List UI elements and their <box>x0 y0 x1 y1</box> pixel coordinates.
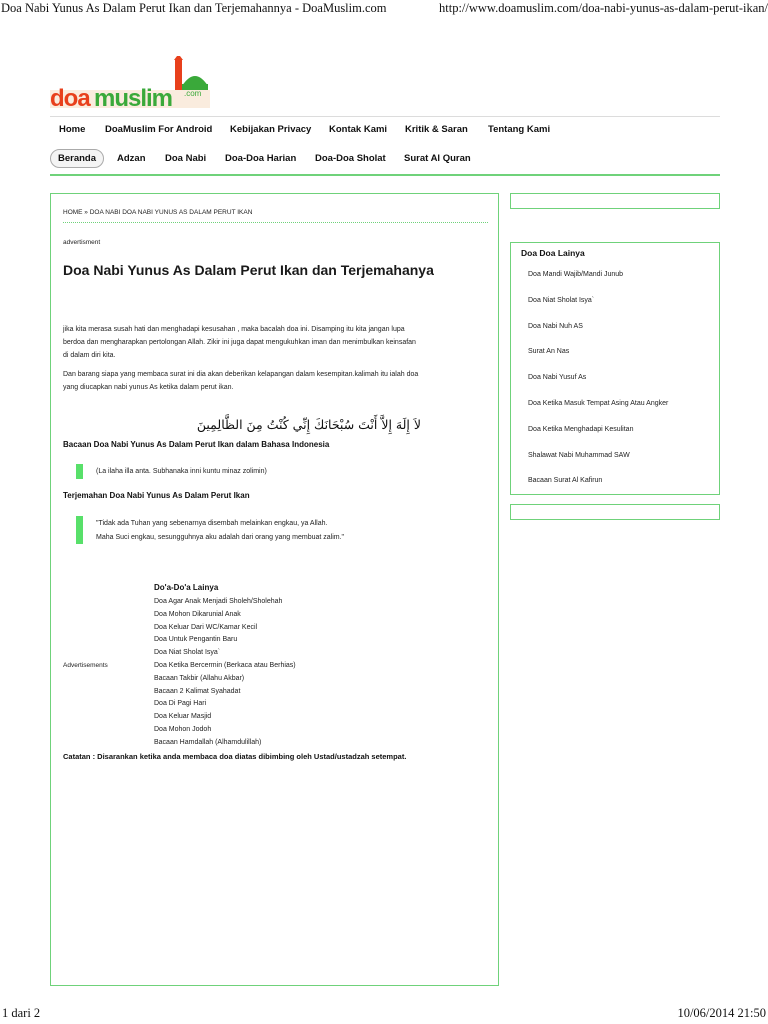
print-header <box>0 0 768 18</box>
related-link[interactable]: Doa Keluar Dari WC/Kamar Kecil <box>154 623 258 631</box>
site-logo[interactable] <box>50 56 212 110</box>
related-link[interactable]: Doa Untuk Pengantin Baru <box>154 636 238 644</box>
nav-beranda[interactable]: Beranda <box>50 149 104 168</box>
svg-text:muslim: muslim <box>94 85 173 110</box>
nav-home[interactable]: Home <box>59 124 86 135</box>
related-link[interactable]: Doa Di Pagi Hari <box>154 700 207 708</box>
sidebar-link[interactable]: Surat An Nas <box>528 348 570 356</box>
nav-feedback[interactable]: Kritik & Saran <box>405 124 468 135</box>
nav-privacy[interactable]: Kebijakan Privacy <box>230 124 312 135</box>
nav-surat-al-quran[interactable]: Surat Al Quran <box>404 153 471 164</box>
nav-doa-sholat[interactable]: Doa-Doa Sholat <box>315 153 386 164</box>
related-link[interactable]: Bacaan Hamdallah (Alhamdulillah) <box>154 738 262 746</box>
main-navigation <box>50 146 720 176</box>
sidebar-link[interactable]: Doa Mandi Wajib/Mandi Junub <box>528 271 624 278</box>
sidebar-link[interactable]: Doa Ketika Menghadapi Kesulitan <box>528 425 634 433</box>
note: Catatan : Disarankan ketika anda membaca doa diatas dibimbing oleh Ustad/ustadzah setempat. <box>63 752 407 761</box>
related-link[interactable]: Doa Agar Anak Menjadi Sholeh/Sholehah <box>154 598 283 605</box>
sidebar-link[interactable]: Doa Niat Sholat Isya` <box>528 296 595 304</box>
translation-text: "Tidak ada Tuhan yang sebenarnya disembah melainkan engkau, ya Allah. Maha Suci engkau, sesungguhnya aku adalah dari orang yang membuat zalim." <box>96 520 345 541</box>
sidebar-list <box>528 271 668 503</box>
related-link[interactable]: Doa Mohon Jodoh <box>154 725 212 733</box>
related-link[interactable]: Doa Ketika Bercermin (Berkaca atau Berhias) <box>154 661 296 669</box>
related-link[interactable]: Doa Mohon Dikarunial Anak <box>154 610 241 618</box>
print-page-url: http://www.doamuslim.com/doa-nabi-yunus-as-dalam-perut-ikan/ <box>439 1 768 15</box>
logo-graphic <box>50 56 212 110</box>
quote-bar <box>76 516 83 544</box>
advertisements-label: Advertisements <box>63 662 108 669</box>
print-page-title: Doa Nabi Yunus As Dalam Perut Ikan dan Terjemahannya - DoaMuslim.com <box>1 1 387 15</box>
sidebar-title: Doa Doa Lainya <box>521 248 585 258</box>
sidebar-link[interactable]: Bacaan Surat Al Kafirun <box>528 477 603 485</box>
intro-paragraph: jika kita merasa susah hati dan menghadapi kesusahan , maka bacalah doa ini. Disamping itu kita jangan lupa berdoa dan mengharapkan pertolongan Allah. Zikir ini juga dapat mengukuhkan iman dan menimbulkan keinsafan di dalam diri kita. <box>63 326 416 359</box>
related-title: Do'a-Do'a Lainya <box>154 583 219 592</box>
related-link[interactable]: Doa Keluar Masjid <box>154 713 212 721</box>
translation-heading: Terjemahan Doa Nabi Yunus As Dalam Perut Ikan <box>63 491 250 500</box>
top-navigation <box>50 116 720 144</box>
sidebar-box-bottom <box>510 504 720 520</box>
svg-text:doa: doa <box>50 85 90 110</box>
breadcrumb[interactable]: HOME » DOA NABI DOA NABI YUNUS AS DALAM PERUT IKAN <box>63 209 253 216</box>
nav-adzan[interactable]: Adzan <box>117 153 146 164</box>
nav-android[interactable]: DoaMuslim For Android <box>105 124 213 135</box>
svg-text:.com: .com <box>184 89 202 98</box>
divider <box>63 222 488 223</box>
advert-label: advertisment <box>63 239 101 246</box>
second-paragraph: Dan barang siapa yang membaca surat ini dia akan deberikan kelapangan dalam kesempitan.kalimah itu ialah doa yang diucapkan nabi yunus As ketika dalam perut ikan. <box>63 371 419 391</box>
nav-contact[interactable]: Kontak Kami <box>329 124 388 135</box>
sidebar-link[interactable]: Doa Nabi Yusuf As <box>528 374 587 382</box>
related-link[interactable]: Bacaan 2 Kalimat Syahadat <box>154 687 241 695</box>
post-title: Doa Nabi Yunus As Dalam Perut Ikan dan Terjemahanya <box>63 262 434 278</box>
nav-doa-nabi[interactable]: Doa Nabi <box>165 153 207 164</box>
nav-about[interactable]: Tentang Kami <box>488 124 551 135</box>
article-container <box>50 193 499 986</box>
quote-bar <box>76 464 83 479</box>
related-link[interactable]: Doa Niat Sholat Isya` <box>154 649 221 657</box>
related-link[interactable]: Bacaan Takbir (Allahu Akbar) <box>154 674 245 682</box>
sidebar-box-top <box>510 193 720 209</box>
sidebar-related-box <box>510 242 720 495</box>
related-list <box>154 598 296 752</box>
latin-heading: Bacaan Doa Nabi Yunus As Dalam Perut Ikan dalam Bahasa Indonesia <box>63 440 330 449</box>
nav-doa-harian[interactable]: Doa-Doa Harian <box>225 153 297 164</box>
latin-text: (La ilaha illa anta. Subhanaka inni kuntu minaz zolimin) <box>96 468 267 475</box>
sidebar-link[interactable]: Doa Nabi Nuh AS <box>528 322 583 330</box>
print-timestamp: 10/06/2014 21:50 <box>677 1006 766 1020</box>
page-number: 1 dari 2 <box>2 1006 41 1020</box>
arabic-prayer: لاَ إِلَهَ إِلاَّ أَنْتَ سُبْحَانَكَ إِنِّي كُنْتُ مِنَ الظَّالِمِينَ <box>196 417 421 432</box>
sidebar-link[interactable]: Shalawat Nabi Muhammad SAW <box>528 451 630 459</box>
sidebar-link[interactable]: Doa Ketika Masuk Tempat Asing Atau Angker <box>528 399 669 407</box>
print-footer <box>0 1006 768 1024</box>
